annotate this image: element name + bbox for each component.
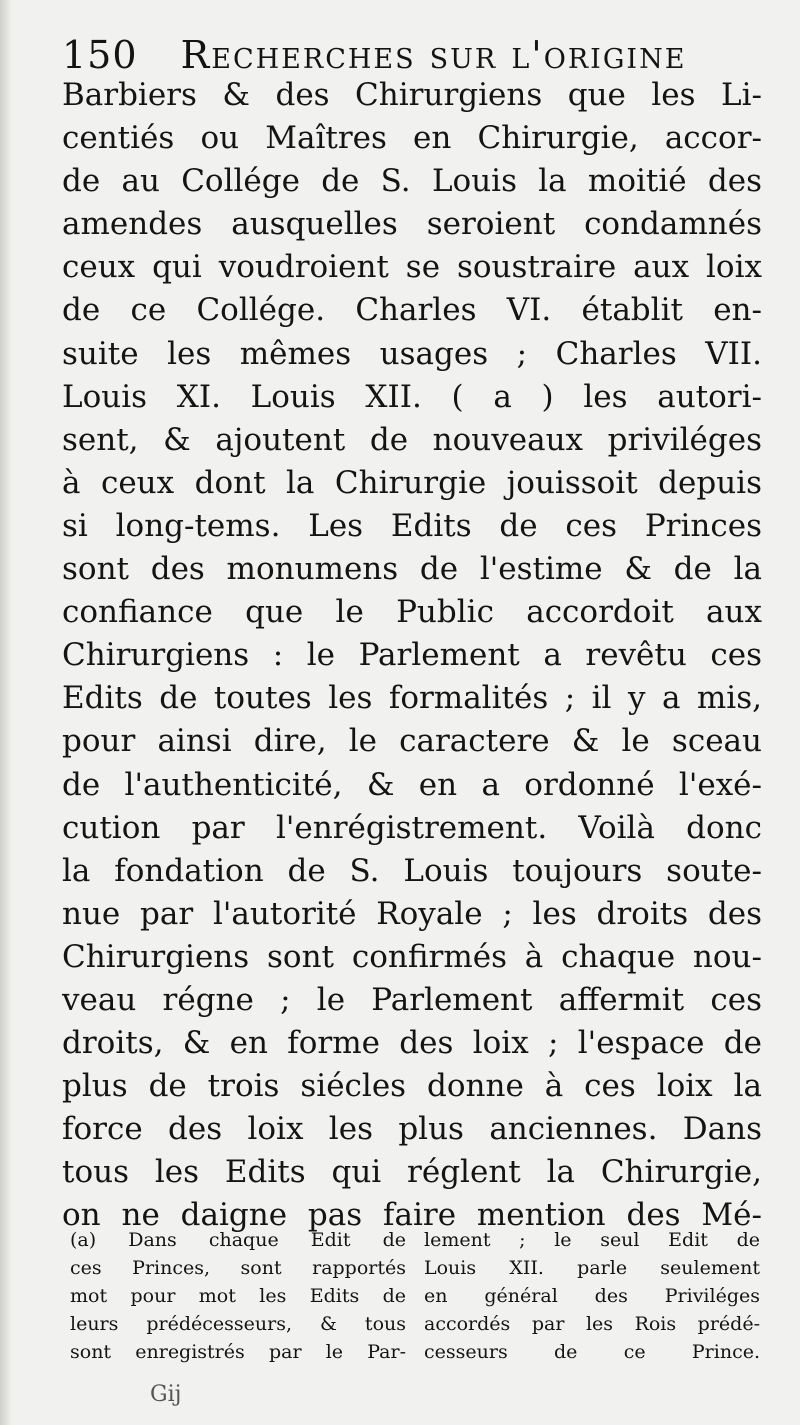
text-line: de au Collége de S. Louis la moitié des [62, 163, 762, 200]
text-line: si long-tems. Les Edits de ces Princes [62, 507, 762, 544]
text-line: ceux qui voudroient se soustraire aux loix [62, 249, 762, 286]
text-line: veau régne ; le Parlement affermit ces [62, 981, 762, 1018]
footnote-line: (a) Dans chaque Edit de [70, 1229, 406, 1251]
footnote-line: lement ; le seul Edit de [424, 1229, 760, 1251]
footnote-column-right [424, 1226, 760, 1376]
text-line: Edits de toutes les formalités ; il y a mis, [62, 680, 762, 717]
text-line: sont des monumens de l'estime & de la [62, 551, 762, 588]
text-line: centiés ou Maîtres en Chirurgie, accor- [62, 120, 762, 157]
text-line: Chirurgiens sont confirmés à chaque nou- [62, 938, 762, 975]
text-line: tous les Edits qui réglent la Chirurgie, [62, 1154, 762, 1191]
signature-mark: Gij [150, 1382, 182, 1407]
text-line: plus de trois siécles donne à ces loix la [62, 1068, 762, 1105]
text-line: pour ainsi dire, le caractere & le sceau [62, 723, 762, 760]
text-line: de l'authenticité, & en a ordonné l'exé- [62, 766, 762, 803]
footnote-line: cesseurs de ce Prince. [424, 1341, 760, 1363]
text-line: Louis XI. Louis XII. ( a ) les autori- [62, 378, 762, 415]
text-line: la fondation de S. Louis toujours soute- [62, 852, 762, 889]
body-text [62, 74, 762, 1238]
footnote-line: leurs prédécesseurs, & tous [70, 1313, 406, 1335]
footnote-line: Louis XII. parle seulement [424, 1257, 760, 1279]
text-line: confiance que le Public accordoit aux [62, 594, 762, 631]
text-line: cution par l'enrégistrement. Voilà donc [62, 809, 762, 846]
page-number: 150 [62, 33, 138, 77]
text-line: nue par l'autorité Royale ; les droits des [62, 895, 762, 932]
footnote-column-left [70, 1226, 406, 1376]
text-line: Barbiers & des Chirurgiens que les Li- [62, 77, 762, 113]
page-header [62, 30, 762, 80]
text-line: suite les mêmes usages ; Charles VII. [62, 335, 762, 372]
text-line: sent, & ajoutent de nouveaux priviléges [62, 421, 762, 458]
text-line: droits, & en forme des loix ; l'espace de [62, 1025, 762, 1062]
text-line: on ne daigne pas faire mention des Mé- [62, 1197, 762, 1234]
text-line: Chirurgiens : le Parlement a revêtu ces [62, 637, 762, 674]
footnote-line: ces Princes, sont rapportés [70, 1257, 406, 1279]
running-title: Recherches sur l'origine [180, 33, 687, 77]
text-line: amendes ausquelles seroient condamnés [62, 206, 762, 243]
footnote-line: en général des Priviléges [424, 1285, 760, 1307]
footnote-line: mot pour mot les Edits de [70, 1285, 406, 1307]
page-edge-shadow [0, 0, 12, 1425]
text-line: force des loix les plus anciennes. Dans [62, 1111, 762, 1148]
text-line: de ce Collége. Charles VI. établit en- [62, 292, 762, 329]
text-line: à ceux dont la Chirurgie jouissoit depuis [62, 464, 762, 501]
footnote-line: sont enregistrés par le Par- [70, 1341, 406, 1363]
footnote [70, 1226, 760, 1376]
footnote-line: accordés par les Rois prédé- [424, 1313, 760, 1335]
